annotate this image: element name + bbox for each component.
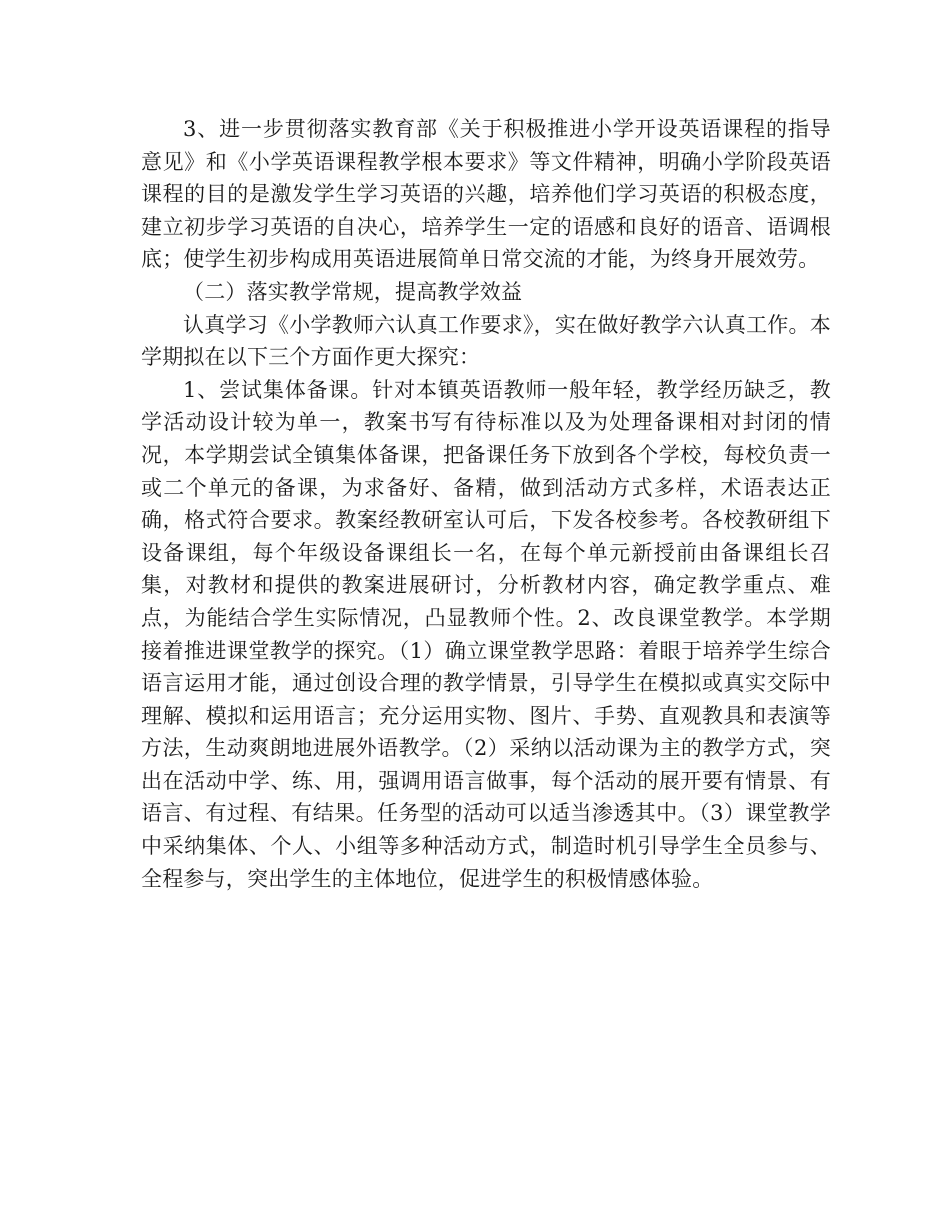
document-body — [141, 113, 831, 895]
paragraph-objectives: 3、进一步贯彻落实教育部《关于积极推进小学开设英语课程的指导意见》和《小学英语课程教学根本要求》等文件精神，明确小学阶段英语课程的目的是激发学生学习英语的兴趣，培养他们学习英语的积极态度，建立初步学习英语的自决心，培养学生一定的语感和良好的语音、语调根底；使学生初步构成用英语进展简单日常交流的才能，为终身开展效劳。 — [141, 117, 831, 272]
paragraph-six-conscientious-work: 认真学习《小学教师六认真工作要求》，实在做好教学六认真工作。本学期拟在以下三个方面作更大探究： — [141, 312, 831, 370]
section-heading-teaching-routine: （二）落实教学常规，提高教学效益 — [183, 279, 523, 304]
paragraph-collective-lesson-prep: 1、尝试集体备课。针对本镇英语教师一般年轻，教学经历缺乏，教学活动设计较为单一，教案书写有待标准以及为处理备课相对封闭的情况，本学期尝试全镇集体备课，把备课任务下放到各个学校，每校负责一或二个单元的备课，为求备好、备精，做到活动方式多样，术语表达正确，格式符合要求。教案经教研室认可后，下发各校参考。各校教研组下设备课组，每个年级设备课组长一名，在每个单元新授前由备课组长召集，对教材和提供的教案进展研讨，分析教材内容，确定教学重点、难点，为能结合学生实际情况，凸显教师个性。2、改良课堂教学。本学期接着推进课堂教学的探究。（1）确立课堂教学思路：着眼于培养学生综合语言运用才能，通过创设合理的教学情景，引导学生在模拟或真实交际中理解、模拟和运用语言；充分运用实物、图片、手势、直观教具和表演等方法，生动爽朗地进展外语教学。（2）采纳以活动课为主的教学方式，突出在活动中学、练、用，强调用语言做事，每个活动的展开要有情景、有语言、有过程、有结果。任务型的活动可以适当渗透其中。（3）课堂教学中采纳集体、个人、小组等多种活动方式，制造时机引导学生全员参与、全程参与，突出学生的主体地位，促进学生的积极情感体验。 — [141, 377, 831, 891]
